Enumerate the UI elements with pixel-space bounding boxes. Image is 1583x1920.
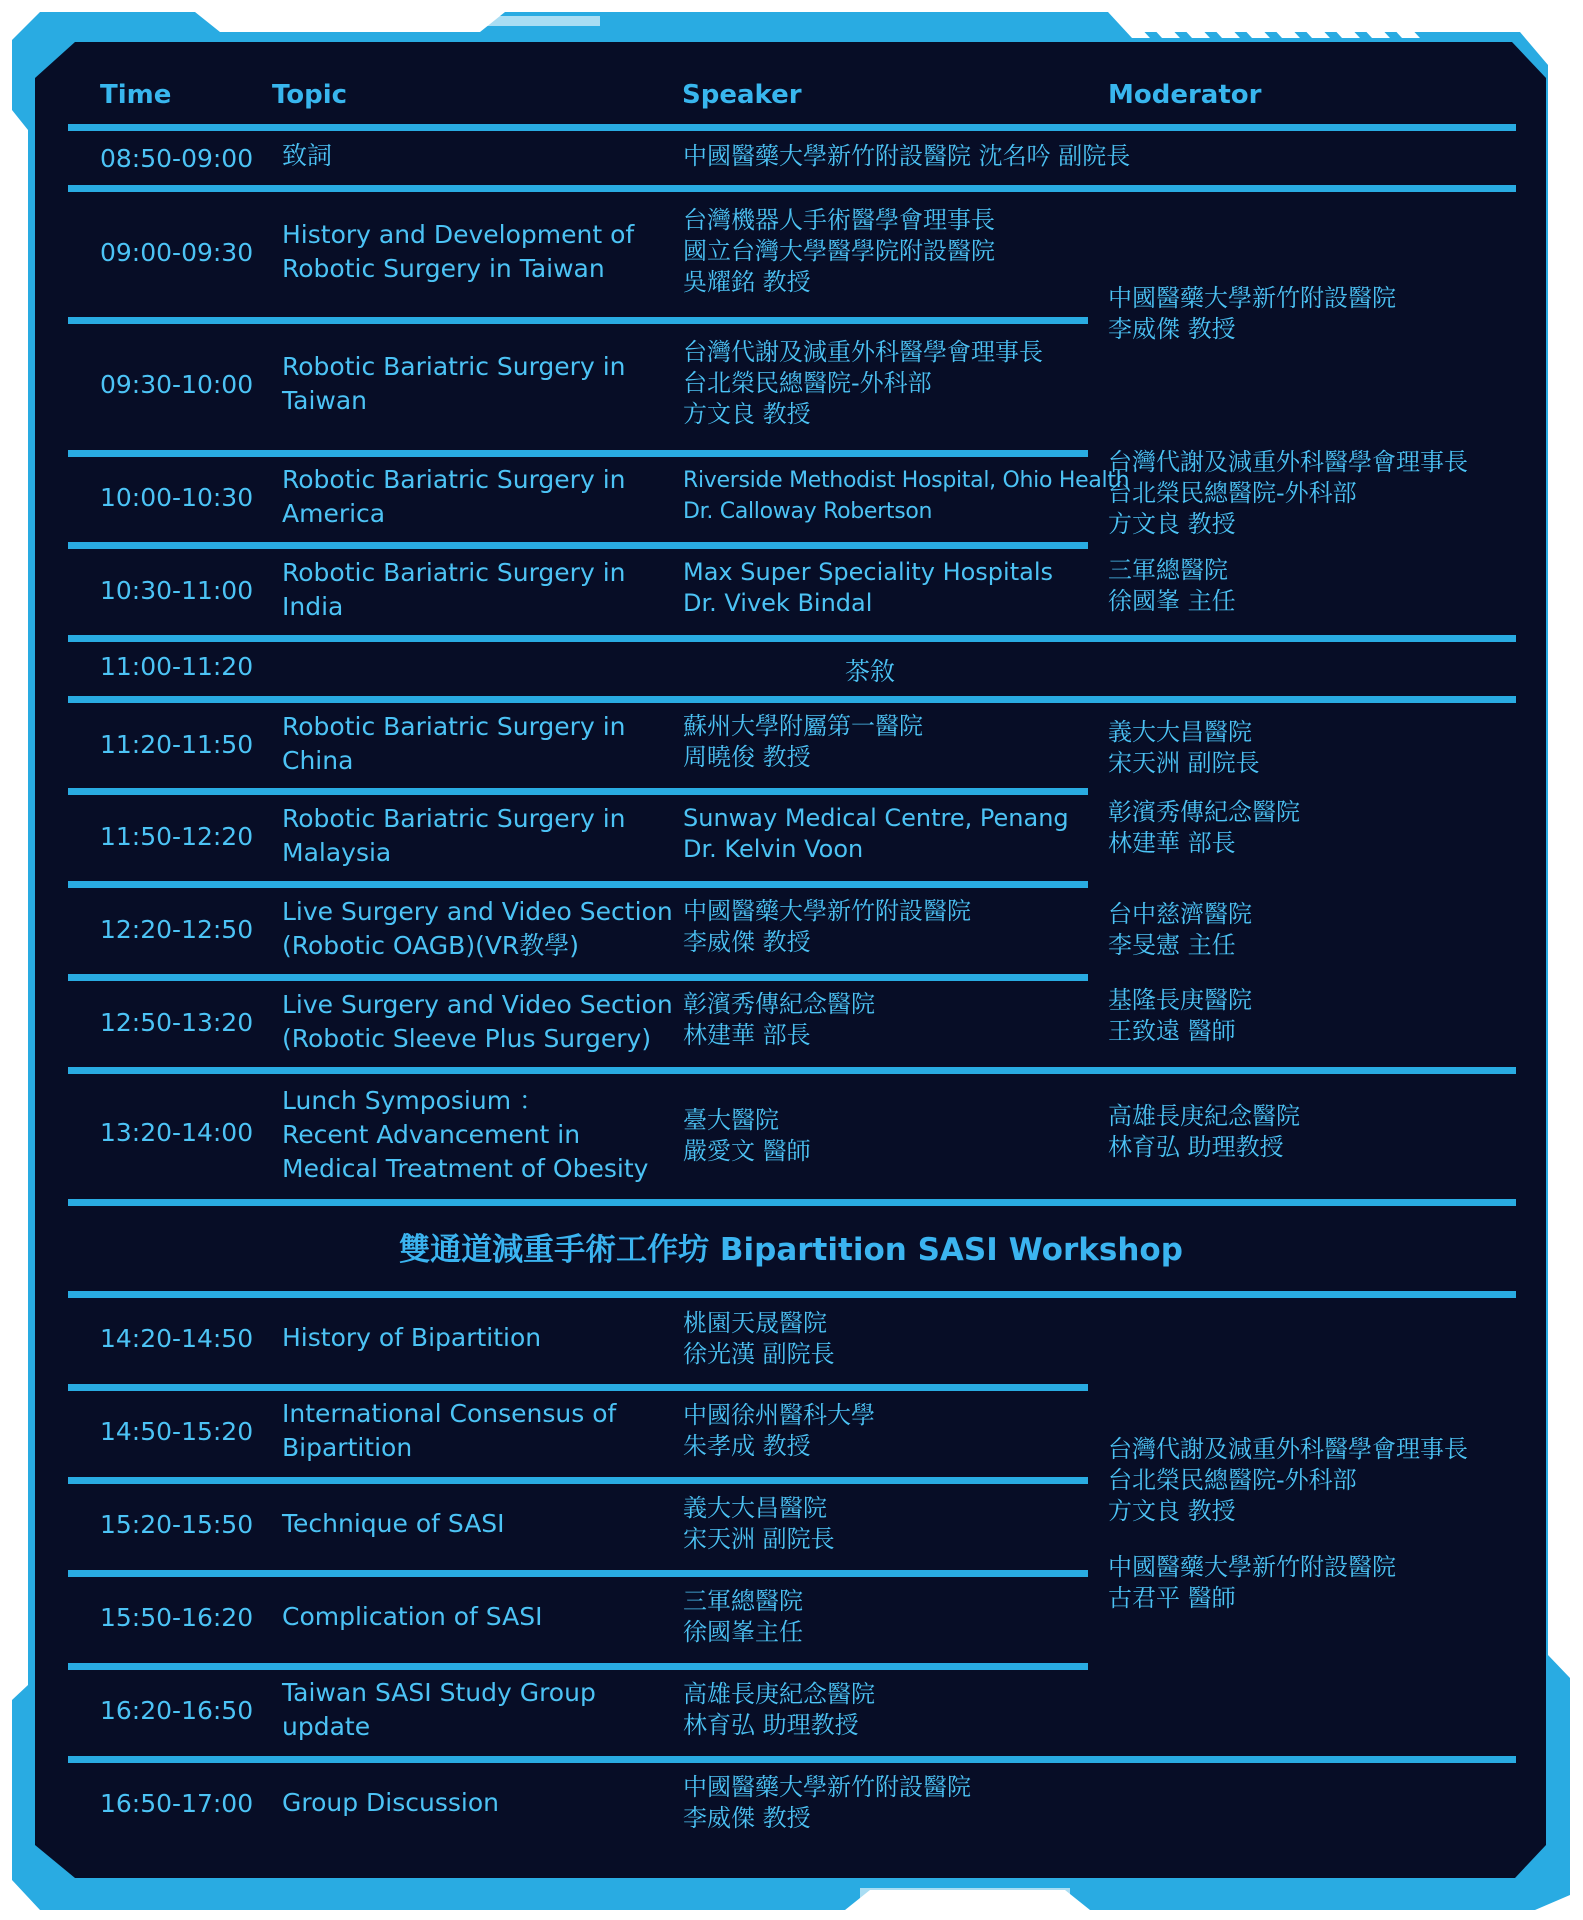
moderator-block: 中國醫藥大學新竹附設醫院 古君平 醫師	[1108, 1553, 1396, 1612]
session-topic: Live Surgery and Video Section (Robotic OAGB)(VR教學)	[282, 897, 673, 960]
session-topic: Group Discussion	[282, 1788, 500, 1817]
session-topic: Live Surgery and Video Section (Robotic Sleeve Plus Surgery)	[282, 990, 673, 1053]
divider	[68, 788, 1088, 795]
header-moderator: Moderator	[1108, 80, 1262, 110]
session-time: 11:50-12:20	[100, 822, 254, 851]
session-time: 09:00-09:30	[100, 238, 254, 267]
divider	[68, 1384, 1088, 1391]
session-speaker: 中國徐州醫科大學 朱孝成 教授	[683, 1401, 875, 1460]
divider	[68, 1067, 1516, 1074]
session-speaker: 彰濱秀傳紀念醫院 林建華 部長	[683, 990, 875, 1049]
divider	[68, 881, 1088, 888]
session-topic: Technique of SASI	[282, 1509, 505, 1538]
session-topic: 致詞	[282, 141, 333, 170]
session-time: 15:50-16:20	[100, 1603, 254, 1632]
session-time: 11:00-11:20	[100, 652, 254, 681]
session-topic: History and Development of Robotic Surgery in Taiwan	[282, 220, 635, 283]
session-topic: Complication of SASI	[282, 1602, 543, 1631]
session-topic: Robotic Bariatric Surgery in China	[282, 712, 626, 775]
session-speaker: 中國醫藥大學新竹附設醫院 李威傑 教授	[683, 1773, 971, 1832]
session-speaker: 台灣代謝及減重外科醫學會理事長 台北榮民總醫院-外科部 方文良 教授	[683, 338, 1043, 428]
session-topic: Robotic Bariatric Surgery in America	[282, 465, 626, 528]
moderator-block: 台中慈濟醫院 李旻憲 主任	[1108, 900, 1252, 959]
divider	[68, 124, 1516, 131]
break-label: 茶敘	[844, 657, 896, 686]
session-speaker: 高雄長庚紀念醫院 林育弘 助理教授	[683, 1680, 875, 1739]
session-topic: History of Bipartition	[282, 1323, 542, 1352]
session-topic: Lunch Symposium ： Recent Advancement in Medical Treatment of Obesity	[282, 1086, 649, 1183]
session-time: 16:50-17:00	[100, 1789, 254, 1818]
session-time: 14:20-14:50	[100, 1324, 254, 1353]
session-speaker: 桃園天晟醫院 徐光漢 副院長	[683, 1309, 835, 1368]
session-time: 10:30-11:00	[100, 576, 254, 605]
session-speaker: 蘇州大學附屬第一醫院 周曉俊 教授	[683, 712, 923, 771]
session-time: 13:20-14:00	[100, 1118, 254, 1147]
session-speaker: Max Super Speciality Hospitals Dr. Vivek Bindal	[683, 558, 1053, 617]
moderator-block: 台灣代謝及減重外科醫學會理事長 台北榮民總醫院-外科部 方文良 教授	[1108, 1435, 1468, 1525]
divider	[68, 1570, 1088, 1577]
divider	[68, 1291, 1516, 1298]
session-speaker: Sunway Medical Centre, Penang Dr. Kelvin Voon	[683, 804, 1069, 863]
divider	[68, 696, 1516, 703]
session-speaker: 臺大醫院 嚴愛文 醫師	[683, 1106, 811, 1165]
session-speaker: 三軍總醫院 徐國峯主任	[683, 1587, 803, 1646]
workshop-title: 雙通道減重手術工作坊 Bipartition SASI Workshop	[399, 1232, 1183, 1268]
session-time: 15:20-15:50	[100, 1510, 254, 1539]
divider	[68, 635, 1516, 642]
session-speaker: 中國醫藥大學新竹附設醫院 李威傑 教授	[683, 897, 971, 956]
header-topic: Topic	[272, 80, 348, 110]
session-speaker: 中國醫藥大學新竹附設醫院 沈名吟 副院長	[683, 142, 1131, 170]
session-time: 12:50-13:20	[100, 1008, 254, 1037]
session-time: 14:50-15:20	[100, 1417, 254, 1446]
session-topic: Robotic Bariatric Surgery in India	[282, 558, 626, 621]
moderator-block: 中國醫藥大學新竹附設醫院 李威傑 教授	[1108, 284, 1396, 343]
session-time: 16:20-16:50	[100, 1696, 254, 1725]
session-time: 08:50-09:00	[100, 144, 254, 173]
divider	[68, 450, 1088, 457]
session-speaker: 義大大昌醫院 宋天洲 副院長	[683, 1494, 835, 1553]
session-topic: Taiwan SASI Study Group update	[282, 1678, 596, 1741]
session-speaker: 台灣機器人手術醫學會理事長 國立台灣大學醫學院附設醫院 吳耀銘 教授	[683, 206, 995, 296]
divider	[68, 1199, 1516, 1206]
session-time: 11:20-11:50	[100, 730, 254, 759]
moderator-block: 三軍總醫院 徐國峯 主任	[1108, 556, 1236, 615]
session-time: 09:30-10:00	[100, 370, 254, 399]
session-topic: Robotic Bariatric Surgery in Malaysia	[282, 804, 626, 867]
session-topic: Robotic Bariatric Surgery in Taiwan	[282, 352, 626, 415]
header-speaker: Speaker	[682, 80, 802, 110]
divider	[68, 1477, 1088, 1484]
moderator-block: 義大大昌醫院 宋天洲 副院長	[1108, 718, 1260, 777]
divider	[68, 317, 1088, 324]
session-speaker: Riverside Methodist Hospital, Ohio Health Dr. Calloway Robertson	[683, 468, 1130, 524]
divider	[68, 1663, 1088, 1670]
moderator-block: 基隆長庚醫院 王致遠 醫師	[1108, 986, 1252, 1045]
divider	[68, 542, 1088, 549]
session-time: 12:20-12:50	[100, 915, 254, 944]
header-time: Time	[100, 80, 172, 110]
divider	[68, 1756, 1516, 1763]
moderator-block: 高雄長庚紀念醫院 林育弘 助理教授	[1108, 1102, 1300, 1161]
session-time: 10:00-10:30	[100, 483, 254, 512]
divider	[68, 185, 1516, 192]
moderator-block: 台灣代謝及減重外科醫學會理事長 台北榮民總醫院-外科部 方文良 教授	[1108, 448, 1468, 538]
divider	[68, 974, 1088, 981]
session-topic: International Consensus of Bipartition	[282, 1399, 617, 1462]
moderator-block: 彰濱秀傳紀念醫院 林建華 部長	[1108, 798, 1300, 857]
